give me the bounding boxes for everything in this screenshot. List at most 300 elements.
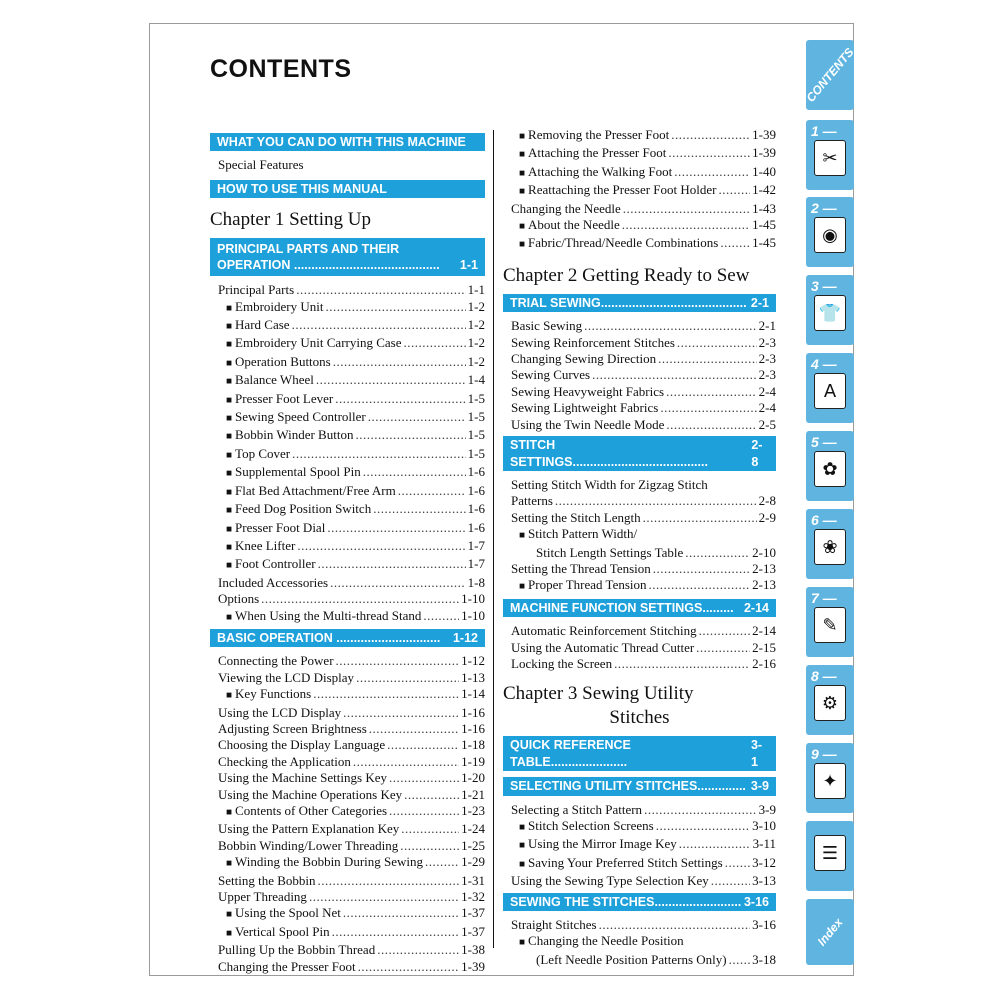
toc-entry-title: Sewing Heavyweight Fabrics xyxy=(511,383,665,399)
toc-entry[interactable] xyxy=(503,577,776,595)
toc-entry[interactable] xyxy=(210,538,485,556)
dot-leader xyxy=(671,127,750,143)
toc-entry-page: 1-6 xyxy=(467,464,485,480)
bar-label: STITCH SETTINGS....................................... xyxy=(510,438,708,469)
toc-entry-title: Setting the Stitch Length xyxy=(511,509,641,525)
toc-entry-page: 1-39 xyxy=(752,127,776,142)
trial-sewing-bar[interactable] xyxy=(503,294,776,312)
dot-leader xyxy=(373,501,465,517)
toc-entry[interactable] xyxy=(503,836,776,854)
bar-label-line2: OPERATION .......................................... xyxy=(217,258,440,273)
toc-entry[interactable] xyxy=(210,959,485,975)
dot-leader xyxy=(614,656,750,672)
dot-leader xyxy=(400,838,459,854)
toc-entry[interactable] xyxy=(210,942,485,958)
toc-entry[interactable] xyxy=(503,493,776,509)
toc-entry[interactable] xyxy=(503,917,776,933)
toc-entry[interactable] xyxy=(210,686,485,704)
dot-leader xyxy=(343,905,459,921)
dot-leader xyxy=(699,623,751,639)
tab-number: 5 — xyxy=(811,434,837,450)
dot-leader xyxy=(318,873,460,889)
dot-leader xyxy=(401,821,459,837)
toc-entry[interactable] xyxy=(210,889,485,905)
toc-entry[interactable] xyxy=(503,351,776,367)
toc-entry[interactable] xyxy=(210,854,485,872)
toc-entry-page: 3-13 xyxy=(752,873,776,889)
toc-entry[interactable] xyxy=(210,705,485,721)
toc-entry[interactable] xyxy=(210,737,485,753)
dot-leader xyxy=(318,556,466,572)
toc-entry[interactable] xyxy=(503,656,776,672)
sewing-stitches-list xyxy=(503,917,776,968)
toc-entry[interactable] xyxy=(503,526,776,544)
toc-entry-title: Automatic Reinforcement Stitching xyxy=(511,623,697,639)
toc-entry-title: Sewing Curves xyxy=(511,367,591,383)
toc-entry[interactable] xyxy=(210,282,485,298)
tab-chapter-1[interactable] xyxy=(806,120,854,190)
bar-label: QUICK REFERENCE TABLE...................... xyxy=(510,738,631,769)
toc-entry-title: ■ Using the Spool Net xyxy=(235,905,341,921)
toc-entry[interactable] xyxy=(210,446,485,464)
bar-label-line1: PRINCIPAL PARTS AND THEIR xyxy=(217,242,400,257)
dot-leader xyxy=(720,235,750,251)
tab-label: CONTENTS xyxy=(803,45,857,105)
toc-entry-page: 2-14 xyxy=(752,623,776,639)
tab-number: 2 — xyxy=(811,200,837,216)
toc-entry-title: Viewing the LCD Display xyxy=(218,669,355,685)
toc-entry-title: Setting Stitch Width for Zigzag Stitch xyxy=(511,476,708,492)
tab-number: 6 — xyxy=(811,512,837,528)
toc-entry[interactable] xyxy=(210,520,485,538)
toc-entry-page: 2-3 xyxy=(758,334,776,350)
toc-entry-title: Using the Twin Needle Mode xyxy=(511,416,665,432)
bar-label: MACHINE FUNCTION SETTINGS......... xyxy=(510,600,734,615)
dot-leader xyxy=(425,854,459,870)
toc-entry-title: Connecting the Power xyxy=(218,653,334,669)
toc-entry-title: Patterns xyxy=(511,493,553,509)
toc-entry-title: ■ Proper Thread Tension xyxy=(528,577,647,593)
toc-entry-page: 2-4 xyxy=(758,383,776,399)
toc-entry-page: 1-24 xyxy=(461,821,485,837)
sewing-stitches-bar[interactable] xyxy=(503,893,776,911)
dot-leader xyxy=(309,889,459,905)
toc-entry-page: 2-10 xyxy=(752,544,776,560)
toc-entry[interactable] xyxy=(210,787,485,803)
toc-entry-title: ■ Supplemental Spool Pin xyxy=(235,464,361,480)
toc-entry[interactable] xyxy=(503,367,776,383)
principal-parts-bar[interactable] xyxy=(210,238,485,276)
bar-page: 1-1 xyxy=(459,258,478,273)
tab-label: Index xyxy=(814,915,846,949)
toc-entry-page: 1-2 xyxy=(467,298,485,314)
column-divider xyxy=(493,130,494,948)
toc-entry[interactable] xyxy=(503,417,776,433)
toc-entry-title: ■ Fabric/Thread/Needle Combinations xyxy=(528,235,719,251)
toc-entry-title: ■ About the Needle xyxy=(528,217,620,233)
toc-entry[interactable] xyxy=(210,803,485,821)
bar-label: TRIAL SEWING.......................................... xyxy=(510,295,747,310)
toc-entry[interactable] xyxy=(210,873,485,889)
toc-entry-title: Sewing Reinforcement Stitches xyxy=(511,334,675,350)
dot-leader xyxy=(653,561,750,577)
dot-leader xyxy=(398,483,466,499)
toc-entry-page: 1-13 xyxy=(461,669,485,685)
tab-chapter-2[interactable] xyxy=(806,197,854,267)
toc-entry-page: 2-4 xyxy=(758,400,776,416)
toc-entry[interactable] xyxy=(210,335,485,353)
special-features-link[interactable]: Special Features xyxy=(218,157,304,173)
dot-leader xyxy=(332,924,460,940)
toc-entry-page: 2-5 xyxy=(758,416,776,432)
toc-entry[interactable] xyxy=(503,335,776,351)
toc-entry-page: 1-2 xyxy=(467,335,485,351)
toc-entry[interactable] xyxy=(503,510,776,526)
toc-entry-page: 1-43 xyxy=(752,200,776,216)
toc-entry-title: ■ Feed Dog Position Switch xyxy=(235,501,372,517)
quick-reference-bar[interactable] xyxy=(503,736,776,771)
toc-entry-title: ■ Hard Case xyxy=(235,317,290,333)
toc-entry[interactable] xyxy=(503,217,776,235)
toc-entry-title: Checking the Application xyxy=(218,753,351,769)
toc-entry[interactable] xyxy=(503,623,776,639)
bar-page: 2-14 xyxy=(743,600,769,615)
toc-entry-page: 1-1 xyxy=(467,282,485,298)
dot-leader xyxy=(326,299,466,315)
toc-entry-title: Bobbin Winding/Lower Threading xyxy=(218,837,399,853)
toc-entry-page: 1-5 xyxy=(467,445,485,461)
toc-entry[interactable] xyxy=(210,483,485,501)
dot-leader xyxy=(356,670,459,686)
toc-entry-page: 3-18 xyxy=(752,951,776,967)
toc-entry-title: ■ Stitch Selection Screens xyxy=(528,818,654,833)
toc-entry[interactable] xyxy=(503,384,776,400)
toc-entry-title: Options xyxy=(218,591,260,607)
bar-label: BASIC OPERATION .............................. xyxy=(217,630,441,645)
toc-entry[interactable] xyxy=(210,409,485,427)
toc-entry-title: ■ Reattaching the Presser Foot Holder xyxy=(528,182,717,198)
toc-entry-page: 1-19 xyxy=(461,753,485,769)
dot-leader xyxy=(368,409,466,425)
machine-function-list xyxy=(503,623,776,672)
toc-entry-title: Selecting a Stitch Pattern xyxy=(511,801,643,817)
toc-entry-page: 1-8 xyxy=(467,574,485,590)
toc-entry-title: ■ Top Cover xyxy=(235,445,291,461)
trial-sewing-list xyxy=(503,318,776,433)
toc-entry-page: 1-7 xyxy=(467,556,485,572)
toc-entry-page: 1-16 xyxy=(461,720,485,736)
toc-entry[interactable] xyxy=(503,561,776,577)
chapter-3-heading xyxy=(503,682,776,730)
dot-leader xyxy=(316,372,466,388)
toc-entry-page: 1-23 xyxy=(461,803,485,818)
toc-entry-title: ■ Using the Mirror Image Key xyxy=(528,836,677,852)
bar-page: 1-12 xyxy=(452,630,478,645)
toc-entry-page: 1-2 xyxy=(467,353,485,369)
dot-leader xyxy=(333,354,466,370)
toc-entry[interactable] xyxy=(503,545,776,561)
toc-entry-title: Using the Machine Settings Key xyxy=(218,770,387,786)
toc-entry[interactable] xyxy=(503,640,776,656)
tab-chapter-10[interactable] xyxy=(806,821,854,891)
toc-entry[interactable] xyxy=(503,235,776,253)
toc-entry-page: 1-37 xyxy=(461,923,485,939)
dot-leader xyxy=(656,818,750,834)
tshirt-icon: 👕 xyxy=(814,295,846,331)
tab-chapter-6[interactable] xyxy=(806,509,854,579)
chapter-2-heading: Chapter 2 Getting Ready to Sew xyxy=(503,264,750,286)
dot-leader xyxy=(668,145,750,161)
toc-entry[interactable] xyxy=(503,164,776,182)
toc-entry[interactable] xyxy=(210,464,485,482)
toc-entry-title: Included Accessories xyxy=(218,574,329,590)
maintenance-icon: ✦ xyxy=(814,763,846,799)
toc-entry-page: 1-5 xyxy=(467,409,485,425)
toc-entry-title: Pulling Up the Bobbin Thread xyxy=(218,942,376,958)
toc-entry-page: 3-16 xyxy=(752,917,776,933)
toc-entry-page: 1-6 xyxy=(467,519,485,535)
bar-page: 2-8 xyxy=(751,438,763,469)
dot-leader xyxy=(719,182,751,198)
toc-entry-page: 1-38 xyxy=(461,942,485,958)
toc-entry-page: 1-6 xyxy=(467,501,485,517)
dot-leader xyxy=(423,608,459,624)
tab-chapter-3[interactable] xyxy=(806,275,854,345)
bar-page: 3-9 xyxy=(750,779,769,794)
dot-leader xyxy=(679,836,751,852)
tab-contents[interactable] xyxy=(803,40,857,110)
toc-entry-page: 1-29 xyxy=(461,854,485,870)
toc-entry-page: 1-14 xyxy=(461,686,485,702)
toc-entry-page: 2-13 xyxy=(752,560,776,576)
toc-entry[interactable] xyxy=(210,317,485,335)
toc-entry[interactable] xyxy=(503,802,776,818)
toc-entry[interactable] xyxy=(503,818,776,836)
toc-entry-page: 1-18 xyxy=(461,737,485,753)
how-to-use-bar[interactable] xyxy=(210,180,485,198)
toc-entry[interactable] xyxy=(210,591,485,607)
toc-entry[interactable] xyxy=(210,556,485,574)
bar-label: SELECTING UTILITY STITCHES.............. xyxy=(510,779,746,794)
dot-leader xyxy=(623,201,750,217)
toc-entry[interactable] xyxy=(503,400,776,416)
dot-leader xyxy=(335,391,465,407)
toc-entry[interactable] xyxy=(503,477,776,493)
toc-entry[interactable] xyxy=(503,952,776,968)
toc-entry[interactable] xyxy=(503,145,776,163)
toc-entry[interactable] xyxy=(210,372,485,390)
toc-entry-title: ■ Vertical Spool Pin xyxy=(235,923,330,939)
toc-entry-page: 3-12 xyxy=(752,854,776,870)
toc-entry-page: 1-45 xyxy=(752,217,776,233)
chapter-3-line2: Stitches xyxy=(609,707,670,729)
toc-entry-page: 1-25 xyxy=(461,837,485,853)
toc-entry-title: ■ Knee Lifter xyxy=(235,537,296,553)
thread-spool-icon: ◉ xyxy=(814,217,846,253)
dot-leader xyxy=(355,427,465,443)
dot-leader xyxy=(327,520,465,536)
tab-number: 8 — xyxy=(811,668,837,684)
selecting-utility-list xyxy=(503,802,776,890)
toc-entry-title: ■ Bobbin Winder Button xyxy=(235,427,354,443)
toc-entry[interactable] xyxy=(503,873,776,889)
sewing-machine-icon: ✂ xyxy=(814,140,846,176)
dot-leader xyxy=(643,510,757,526)
toc-entry[interactable] xyxy=(210,299,485,317)
chapter-3-line1: Chapter 3 Sewing Utility xyxy=(503,683,694,705)
tab-index[interactable] xyxy=(806,899,854,965)
toc-entry[interactable] xyxy=(210,838,485,854)
toc-entry-title: ■ Operation Buttons xyxy=(235,353,331,369)
dot-leader xyxy=(292,446,466,462)
basic-operation-list xyxy=(210,653,485,975)
dot-leader xyxy=(377,942,459,958)
toc-entry-page: 2-16 xyxy=(752,655,776,671)
tab-number: 3 — xyxy=(811,278,837,294)
toc-entry-title: ■ Attaching the Walking Foot xyxy=(528,163,673,179)
toc-entry-page: 1-2 xyxy=(467,317,485,333)
toc-entry[interactable] xyxy=(503,182,776,200)
toc-entry-page: 1-37 xyxy=(461,905,485,921)
toc-entry-title: ■ Sewing Speed Controller xyxy=(235,409,366,425)
toc-entry-page: 1-39 xyxy=(752,145,776,161)
toc-entry-title: (Left Needle Position Patterns Only) xyxy=(536,951,727,967)
toc-entry-page: 1-16 xyxy=(461,704,485,720)
dot-leader xyxy=(660,400,756,416)
dot-leader xyxy=(296,282,465,298)
toc-entry[interactable] xyxy=(210,721,485,737)
toc-entry-title: ■ Stitch Pattern Width/ xyxy=(528,526,638,542)
dot-leader xyxy=(389,803,459,819)
toc-entry-page: 1-20 xyxy=(461,770,485,786)
dot-leader xyxy=(584,318,757,334)
dot-leader xyxy=(353,754,459,770)
dot-leader xyxy=(369,721,459,737)
dot-leader xyxy=(404,787,459,803)
basic-operation-bar[interactable] xyxy=(210,629,485,647)
toc-entry-title: ■ Embroidery Unit xyxy=(235,298,324,314)
toc-entry[interactable] xyxy=(210,905,485,923)
toc-entry-title: Adjusting Screen Brightness xyxy=(218,720,367,736)
dot-leader xyxy=(330,575,466,591)
toc-entry-title: Choosing the Display Language xyxy=(218,737,386,753)
toc-entry[interactable] xyxy=(210,501,485,519)
dot-leader xyxy=(336,653,460,669)
toc-entry-title: Using the Machine Operations Key xyxy=(218,786,403,802)
toc-entry-title: ■ Presser Foot Dial xyxy=(235,519,326,535)
toc-entry-title: Principal Parts xyxy=(218,282,295,298)
toc-entry-title: Upper Threading xyxy=(218,889,307,905)
dot-leader xyxy=(313,686,459,702)
toc-entry-title: ■ Balance Wheel xyxy=(235,372,314,388)
tab-chapter-9[interactable] xyxy=(806,743,854,813)
toc-entry[interactable] xyxy=(210,391,485,409)
toc-entry-page: 1-42 xyxy=(752,182,776,198)
dot-leader xyxy=(387,737,459,753)
toc-entry-title: Sewing Lightweight Fabrics xyxy=(511,400,659,416)
toc-entry-title: Using the LCD Display xyxy=(218,704,342,720)
toc-entry[interactable] xyxy=(210,427,485,445)
bar-page: 3-1 xyxy=(750,738,763,769)
toc-entry-title: ■ Presser Foot Lever xyxy=(235,390,334,406)
dot-leader xyxy=(403,335,465,351)
toc-entry-title: ■ Contents of Other Categories xyxy=(235,803,388,818)
toc-entry[interactable] xyxy=(503,318,776,334)
toc-entry-title: Locking the Screen xyxy=(511,655,613,671)
tab-chapter-7[interactable] xyxy=(806,587,854,657)
toc-entry[interactable] xyxy=(210,575,485,591)
toc-entry-title: ■ Winding the Bobbin During Sewing xyxy=(235,854,424,870)
bar-label: SEWING THE STITCHES......................... xyxy=(510,894,742,909)
toc-entry[interactable] xyxy=(210,821,485,837)
embroidered-shirt-icon: ❀ xyxy=(814,529,846,565)
toc-entry-page: 3-9 xyxy=(758,801,776,817)
toc-entry[interactable] xyxy=(210,354,485,372)
toc-entry-page: 1-5 xyxy=(467,427,485,443)
toc-entry[interactable] xyxy=(503,933,776,951)
toc-entry-title: Changing the Needle xyxy=(511,200,621,216)
abc-shirt-icon: A xyxy=(814,373,846,409)
tab-chapter-8[interactable] xyxy=(806,665,854,735)
toc-entry[interactable] xyxy=(210,653,485,669)
toc-entry-page: 1-32 xyxy=(461,889,485,905)
toc-entry-title: ■ Flat Bed Attachment/Free Arm xyxy=(235,482,396,498)
toc-entry[interactable] xyxy=(503,855,776,873)
bar-page: 3-16 xyxy=(743,894,769,909)
what-you-can-do-bar[interactable] xyxy=(210,133,485,151)
dot-leader xyxy=(658,351,757,367)
toc-entry-page: 2-13 xyxy=(752,577,776,593)
toc-entry-title: Straight Stitches xyxy=(511,917,597,933)
toc-entry[interactable] xyxy=(210,754,485,770)
toc-entry[interactable] xyxy=(503,201,776,217)
toc-entry-title: Setting the Thread Tension xyxy=(511,560,651,576)
toc-entry[interactable] xyxy=(210,924,485,942)
toc-entry-title: ■ Changing the Needle Position xyxy=(528,933,684,949)
toc-entry[interactable] xyxy=(210,608,485,626)
toc-entry-page: 2-1 xyxy=(758,318,776,334)
toc-entry-title: Changing the Presser Foot xyxy=(218,958,356,974)
selecting-utility-bar[interactable] xyxy=(503,777,776,795)
toc-entry[interactable] xyxy=(503,127,776,145)
dot-leader xyxy=(343,705,459,721)
bar-label: HOW TO USE THIS MANUAL xyxy=(217,181,387,196)
toc-entry-title: ■ When Using the Multi-thread Stand xyxy=(235,607,422,623)
dot-leader xyxy=(644,802,757,818)
tab-chapter-5[interactable] xyxy=(806,431,854,501)
tab-number: 4 — xyxy=(811,356,837,372)
toc-entry[interactable] xyxy=(210,670,485,686)
dot-leader xyxy=(358,959,460,975)
toc-entry-title: Basic Sewing xyxy=(511,318,583,334)
toc-entry-page: 1-10 xyxy=(461,607,485,623)
bar-label: WHAT YOU CAN DO WITH THIS MACHINE xyxy=(217,135,466,149)
toc-entry-title: Using the Pattern Explanation Key xyxy=(218,821,400,837)
dot-leader xyxy=(666,384,757,400)
stitch-settings-bar[interactable] xyxy=(503,436,776,471)
documents-icon: ☰ xyxy=(814,835,846,871)
tab-number: 9 — xyxy=(811,746,837,762)
tab-chapter-4[interactable] xyxy=(806,353,854,423)
toc-entry[interactable] xyxy=(210,770,485,786)
principal-parts-list xyxy=(210,282,485,626)
left-column xyxy=(210,130,485,975)
machine-function-bar[interactable] xyxy=(503,599,776,617)
dot-leader xyxy=(261,591,459,607)
dot-leader xyxy=(696,640,750,656)
toc-entry-title: ■ Foot Controller xyxy=(235,556,316,572)
page-title: CONTENTS xyxy=(210,55,352,83)
